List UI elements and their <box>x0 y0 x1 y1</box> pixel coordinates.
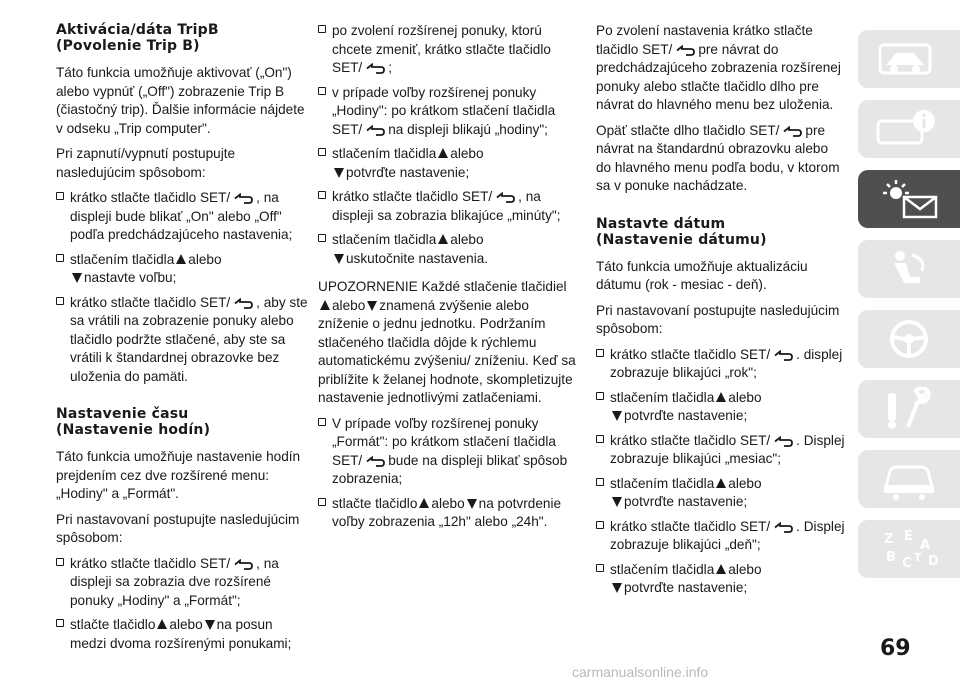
list-item: stlačením tlačidla alebo potvrďte nastavenie; <box>318 145 580 182</box>
back-arrow-icon <box>232 193 254 204</box>
list-item: stlačením tlačidla alebo nastavte voľbu; <box>56 251 308 288</box>
column-3 <box>596 22 846 604</box>
heading-trip-b: Aktivácia/dáta TripB (Povolenie Trip B) <box>56 22 219 54</box>
chapter-tabs <box>858 30 960 590</box>
up-arrow-icon <box>716 564 726 574</box>
bullet-box-icon <box>318 87 326 95</box>
steering-wheel-icon <box>874 317 944 361</box>
back-arrow-icon <box>232 298 254 309</box>
paragraph: Táto funkcia umožňuje aktualizáciu dátumu (rok - mesiac - deň). <box>596 258 808 292</box>
list-item: krátko stlačte tlačidlo SET/ , aby ste sa vrátili na zobrazenie ponuky alebo tlačidlo podržte stlačené, aby ste sa vrátili k štandardnej obrazovke bez uloženia do pamäti. <box>56 294 308 387</box>
back-arrow-icon <box>494 192 516 203</box>
svg-text:E: E <box>904 529 913 544</box>
up-arrow-icon <box>419 498 429 508</box>
tab-technical[interactable] <box>858 450 960 508</box>
down-arrow-icon <box>612 497 622 507</box>
up-arrow-icon <box>438 234 448 244</box>
bullet-box-icon <box>56 558 64 566</box>
svg-text:C: C <box>902 556 912 571</box>
list-item: stlačením tlačidla alebo uskutočnite nastavenia. <box>318 231 580 268</box>
svg-text:Z: Z <box>884 532 894 547</box>
column-2 <box>318 22 580 538</box>
back-arrow-icon <box>674 45 696 56</box>
tab-info[interactable] <box>858 100 960 158</box>
paragraph: Pri zapnutí/vypnutí postupujte nasledujúcim spôsobom: <box>56 146 236 180</box>
svg-text:T: T <box>914 551 922 564</box>
car-info-icon <box>874 37 944 81</box>
list-item: krátko stlačte tlačidlo SET/ , na displeji bude blikať „On" alebo „Off" podľa predchádzajúceho nastavenia; <box>56 189 308 245</box>
list-item: krátko stlačte tlačidlo SET/ . displej zobrazuje blikajúci „rok"; <box>596 346 846 383</box>
up-arrow-icon <box>438 148 448 158</box>
paragraph: Pri nastavovaní postupujte nasledujúcim spôsobom: <box>56 511 300 545</box>
list-item: krátko stlačte tlačidlo SET/ . Displej zobrazuje blikajúci „mesiac"; <box>596 432 846 469</box>
back-arrow-icon <box>364 125 386 136</box>
bullet-box-icon <box>318 191 326 199</box>
heading-set-time: Nastavenie času (Nastavenie hodín) <box>56 406 211 438</box>
back-arrow-icon <box>772 350 794 361</box>
tab-driving[interactable] <box>858 310 960 368</box>
list-item: stlačením tlačidla alebo potvrďte nastavenie; <box>596 475 846 512</box>
tab-warning-lights[interactable] <box>858 170 960 228</box>
heading-set-date: Nastavte dátum (Nastavenie dátumu) <box>596 215 767 248</box>
bullet-box-icon <box>596 478 604 486</box>
svg-text:B: B <box>886 550 896 565</box>
airbag-seat-icon <box>874 247 944 291</box>
bullet-box-icon <box>596 521 604 529</box>
bullet-box-icon <box>56 619 64 627</box>
down-arrow-icon <box>205 620 215 630</box>
down-arrow-icon <box>334 168 344 178</box>
list-item: krátko stlačte tlačidlo SET/ , na displeji sa zobrazia blikajúce „minúty"; <box>318 188 580 225</box>
paragraph: Opäť stlačte dlho tlačidlo SET/ pre návrat na štandardnú obrazovku alebo do hlavného menu podľa bodu, v ktorom sa v ponuke nachádzate. <box>596 122 840 193</box>
tab-index[interactable] <box>858 520 960 578</box>
back-arrow-icon <box>772 436 794 447</box>
watermark: carmanualsonline.info <box>572 664 709 680</box>
car-front-icon <box>874 457 944 501</box>
list-item: stlačením tlačidla alebo potvrďte nastavenie; <box>596 561 846 598</box>
bullet-box-icon <box>56 297 64 305</box>
list-item: stlačte tlačidlo alebo na potvrdenie voľby zobrazenia „12h" alebo „24h". <box>318 495 580 532</box>
down-arrow-icon <box>334 254 344 264</box>
tab-maintenance[interactable] <box>858 380 960 438</box>
info-icon <box>874 107 944 151</box>
bullet-box-icon <box>318 498 326 506</box>
svg-text:D: D <box>928 554 939 569</box>
paragraph: Táto funkcia umožňuje aktivovať („On") alebo vypnúť („Off") zobrazenie Trip B (čiastočný trip). Ďalšie informácie nájdete v odseku „Trip computer". <box>56 65 305 136</box>
alphabet-index-icon <box>874 527 944 571</box>
list-item: po zvolení rozšírenej ponuky, ktorú chcete zmeniť, krátko stlačte tlačidlo SET/ ; <box>318 22 580 78</box>
up-arrow-icon <box>157 619 167 629</box>
bullet-box-icon <box>318 234 326 242</box>
down-arrow-icon <box>467 499 477 509</box>
up-arrow-icon <box>716 392 726 402</box>
paragraph: Po zvolení nastavenia krátko stlačte tlačidlo SET/ pre návrat do predchádzajúceho zobrazenia rozšírenej ponuky alebo stlačte tlačidlo dlho pre návrat do hlavného menu bez uloženia. <box>596 23 841 112</box>
bullet-box-icon <box>318 418 326 426</box>
list-item: stlačte tlačidlo alebo na posun medzi dvoma rozšírenými ponukami; <box>56 616 308 653</box>
down-arrow-icon <box>367 301 377 311</box>
paragraph: Pri nastavovaní postupujte nasledujúcim spôsobom: <box>596 302 840 336</box>
bullet-box-icon <box>56 192 64 200</box>
up-arrow-icon <box>320 300 330 310</box>
bullet-box-icon <box>596 349 604 357</box>
warning-light-mail-icon <box>874 177 944 221</box>
list-item: V prípade voľby rozšírenej ponuky „Formát": po krátkom stlačení tlačidla SET/ bude na displeji blikať spôsob zobrazenia; <box>318 415 580 489</box>
down-arrow-icon <box>612 411 622 421</box>
down-arrow-icon <box>72 273 82 283</box>
list-item: krátko stlačte tlačidlo SET/ . Displej zobrazuje blikajúci „deň"; <box>596 518 846 555</box>
back-arrow-icon <box>364 63 386 74</box>
down-arrow-icon <box>612 583 622 593</box>
list-item: krátko stlačte tlačidlo SET/ , na displeji sa zobrazia dve rozšírené ponuky „Hodiny" a „Formát"; <box>56 555 308 611</box>
bullet-box-icon <box>596 392 604 400</box>
column-1 <box>56 22 308 659</box>
bullet-box-icon <box>56 254 64 262</box>
back-arrow-icon <box>364 456 386 467</box>
wrench-icon <box>874 387 944 431</box>
bullet-box-icon <box>596 435 604 443</box>
back-arrow-icon <box>772 522 794 533</box>
svg-text:A: A <box>920 538 931 553</box>
paragraph: Táto funkcia umožňuje nastavenie hodín prejdením cez dve rozšírené menu: „Hodiny" a „Formát". <box>56 449 301 501</box>
bullet-box-icon <box>596 564 604 572</box>
bullet-box-icon <box>318 148 326 156</box>
page-number: 69 <box>880 636 911 661</box>
bullet-box-icon <box>318 25 326 33</box>
warning-paragraph: UPOZORNENIE Každé stlačenie tlačidielalebo znamená zvýšenie alebo zníženie o jednu jednotku. Podržaním stlačeného tlačidla dôjde k rýchlemu automatickému zvýšeniu/ zníženiu. Keď sa priblížite k želanej hodnote, skompletizujte nastavenie jednotlivými zatlačeniami. <box>318 279 576 405</box>
tab-car-info[interactable] <box>858 30 960 88</box>
list-item: stlačením tlačidla alebo potvrďte nastavenie; <box>596 389 846 426</box>
up-arrow-icon <box>716 478 726 488</box>
back-arrow-icon <box>781 126 803 137</box>
back-arrow-icon <box>232 559 254 570</box>
up-arrow-icon <box>176 254 186 264</box>
tab-safety[interactable] <box>858 240 960 298</box>
list-item: v prípade voľby rozšírenej ponuky „Hodiny": po krátkom stlačení tlačidla SET/ na displeji blikajú „hodiny"; <box>318 84 580 140</box>
